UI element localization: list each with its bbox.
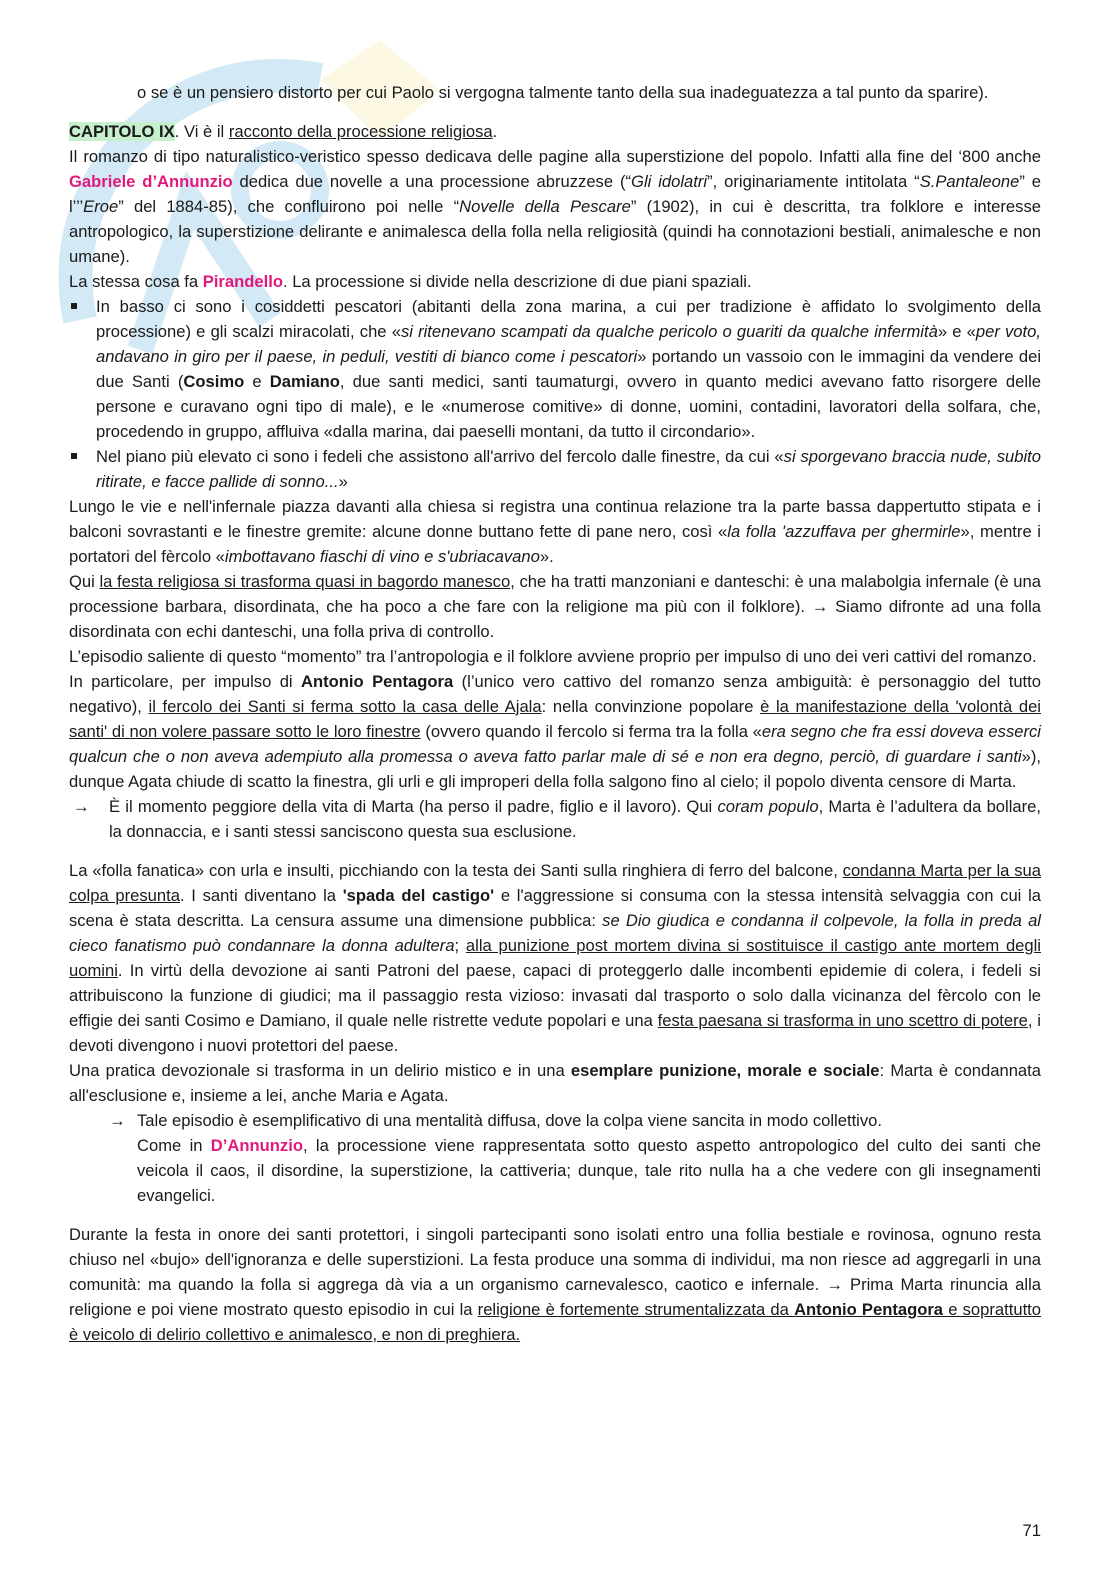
name-dannunzio-2: D’Annunzio (210, 1136, 303, 1155)
arrow-note: → È il momento peggiore della vita di Marta (ha perso il padre, figlio e il lavoro). Qui coram populo, Marta è l’adultera da bollare, la donnaccia, e i santi stessi sanciscono questa sua esclusione. (69, 794, 1041, 844)
paragraph-continuation: o se è un pensiero distorto per cui Paolo si vergogna talmente tanto della sua inadeguatezza a tal punto da sparire). (137, 83, 989, 102)
chapter-heading-line: CAPITOLO IX. Vi è il racconto della processione religiosa. (69, 122, 498, 141)
name-pirandello: Pirandello (202, 272, 283, 291)
arrow-right-icon: → (811, 597, 829, 616)
paragraph-piazza: Lungo le vie e nell'infernale piazza davanti alla chiesa si registra una continua relazione tra la parte bassa dappertutto stipata e i balconi sovrastanti e le finestre gremite: alcune donne buttano fette di pane nero, così «la folla 'azzuffava per ghermirle», mentre i portatori del fèrcolo «imbottavano fiaschi di vino e s'ubriacavano». (69, 497, 1041, 566)
paragraph-episodio: L’episodio saliente di questo “momento” tra l’antropologia e il folklore avviene proprio per impulso di uno dei veri cattivi del romanzo. (69, 647, 1037, 666)
paragraph-festa: Qui la festa religiosa si trasforma quasi in bagordo manesco, che ha tratti manzoniani e danteschi: è una malabolgia infernale (è una processione barbara, disordinata, che ha poco a che fare con la religione ma più con il folklore). → Siamo difronte ad una folla disordinata con echi danteschi, una folla priva di controllo. (69, 572, 1041, 641)
arrow-note-continuation: Come in D’Annunzio, la processione viene rappresentata sotto questo aspetto antropologico del culto dei santi che veicola il caos, il disordine, la superstizione, la cattiveria; dunque, tale rito nulla ha a che vedere con gli insegnamenti evangelici. (137, 1136, 1041, 1205)
chapter-label: CAPITOLO IX (69, 122, 175, 141)
bullet-square-icon (71, 303, 77, 309)
arrow-right-icon: → (826, 1275, 843, 1294)
bullet-item: Nel piano più elevato ci sono i fedeli che assistono all'arrivo del fercolo dalle finestre, da cui «si sporgevano braccia nude, subito ritirate, e facce pallide di sonno...» (69, 444, 1041, 494)
page-number: 71 (1022, 1521, 1041, 1540)
paragraph-conclusione: Durante la festa in onore dei santi protettori, i singoli partecipanti sono isolati entro una follia bestiale e rovinosa, ognuno resta chiuso nel «bujo» dell'ignoranza e delle superstizioni. La festa produce una somma di individui, ma non riesce ad aggregarli in una comunità: ma quando la folla si aggrega dà via a un organismo carnevalesco, caotico e infernale. → Prima Marta rinuncia alla religione e poi viene mostrato questo episodio in cui la religione è fortemente strumentalizzata da Antonio Pentagora e soprattutto è veicolo di delirio collettivo e animalesco, e non di preghiera. (69, 1225, 1042, 1344)
bullet-item: In basso ci sono i cosiddetti pescatori (abitanti della zona marina, a cui per tradizione è affidato lo svolgimento della processione) e gli scalzi miracolati, che «si ritenevano scampati da qualche pericolo o guariti da qualche infermità» e «per voto, andavano in giro per il paese, in peduli, vestiti di bianco come i pescatori» portando un vassoio con le immagini da vendere dei due Santi (Cosimo e Damiano, due santi medici, santi taumaturgi, ovvero in quanto medici avevano fatto risorgere delle persone e curavano ogni tipo di male), e le «numerose comitive» di donne, uomini, contadini, lavoratori della solfara, che, procedendo in gruppo, affluiva «dalla marina, dai paeselli montani, da tutto il circondario». (69, 294, 1041, 444)
paragraph-pratica: Una pratica devozionale si trasforma in un delirio mistico e in una esemplare punizione, morale e sociale: Marta è condannata all'esclusione e, insieme a lei, anche Maria e Agata. (69, 1061, 1042, 1105)
bullet-square-icon (71, 453, 77, 459)
paragraph-pentagora: In particolare, per impulso di Antonio Pentagora (l’unico vero cattivo del romanzo senza ambiguità: è personaggio del tutto negativo), il fercolo dei Santi si ferma sotto la casa delle Ajala: nella convinzione popolare è la manifestazione della 'volontà dei santi' di non volere passare sotto le loro finestre (ovvero quando il fercolo si ferma tra la folla «era segno che fra essi doveva esserci qualcun che o non aveva adempiuto alla promessa o aveva fatto parlar male di sé e non era degno, perciò, di guardare i santi»), dunque Agata chiude di scatto la finestra, gli urli e gli improperi della folla salgono fino al cielo; il popolo diventa censore di Marta. (69, 672, 1042, 791)
name-dannunzio: Gabriele d’Annunzio (69, 172, 233, 191)
arrow-right-icon: → (109, 1111, 126, 1130)
paragraph-dannunzio: Il romanzo di tipo naturalistico-veristico spesso dedicava delle pagine alla superstizione del popolo. Infatti alla fine del ‘800 anche Gabriele d’Annunzio dedica due novelle a una processione abruzzese (“Gli idolatri”, originariamente intitolata “S.Pantaleone” e l’’’Eroe” del 1884-85), che confluirono poi nelle “Novelle della Pescare” (1902), in cui è descritta, tra folklore e interesse antropologico, la superstizione delirante e animalesca della folla nella religiosità (quindi ha connotazioni bestiali, animalesche e non umane). (69, 147, 1042, 266)
arrow-note: → Tale episodio è esemplificativo di una mentalità diffusa, dove la colpa viene sancita in modo collettivo. (69, 1108, 1041, 1133)
paragraph-pirandello: La stessa cosa fa Pirandello. La processione si divide nella descrizione di due piani spaziali. (69, 272, 752, 291)
arrow-right-icon: → (73, 797, 90, 816)
page-content (69, 80, 1041, 1347)
paragraph-folla: La «folla fanatica» con urla e insulti, picchiando con la testa dei Santi sulla ringhiera di ferro del balcone, condanna Marta per la sua colpa presunta. I santi diventano la 'spada del castigo' e l'aggressione si consuma con la stessa intensità selvaggia con cui la scena è stata descritta. La censura assume una dimensione pubblica: se Dio giudica e condanna il colpevole, la folla in preda al cieco fanatismo può condannare la donna adultera; alla punizione post mortem divina si sostituisce il castigo ante mortem degli uomini. In virtù della devozione ai santi Patroni del paese, capaci di proteggerlo dalle incombenti epidemie di colera, i fedeli si attribuiscono la funzione di giudici; ma il passaggio resta vizioso: invasati dal trasporto o solo dalla vicinanza del fèrcolo con le effigie dei santi Cosimo e Damiano, il quale nelle ristrette vedute popolari e una festa paesana si trasforma in uno scettro di potere, i devoti divengono i nuovi protettori del paese. (69, 861, 1041, 1055)
